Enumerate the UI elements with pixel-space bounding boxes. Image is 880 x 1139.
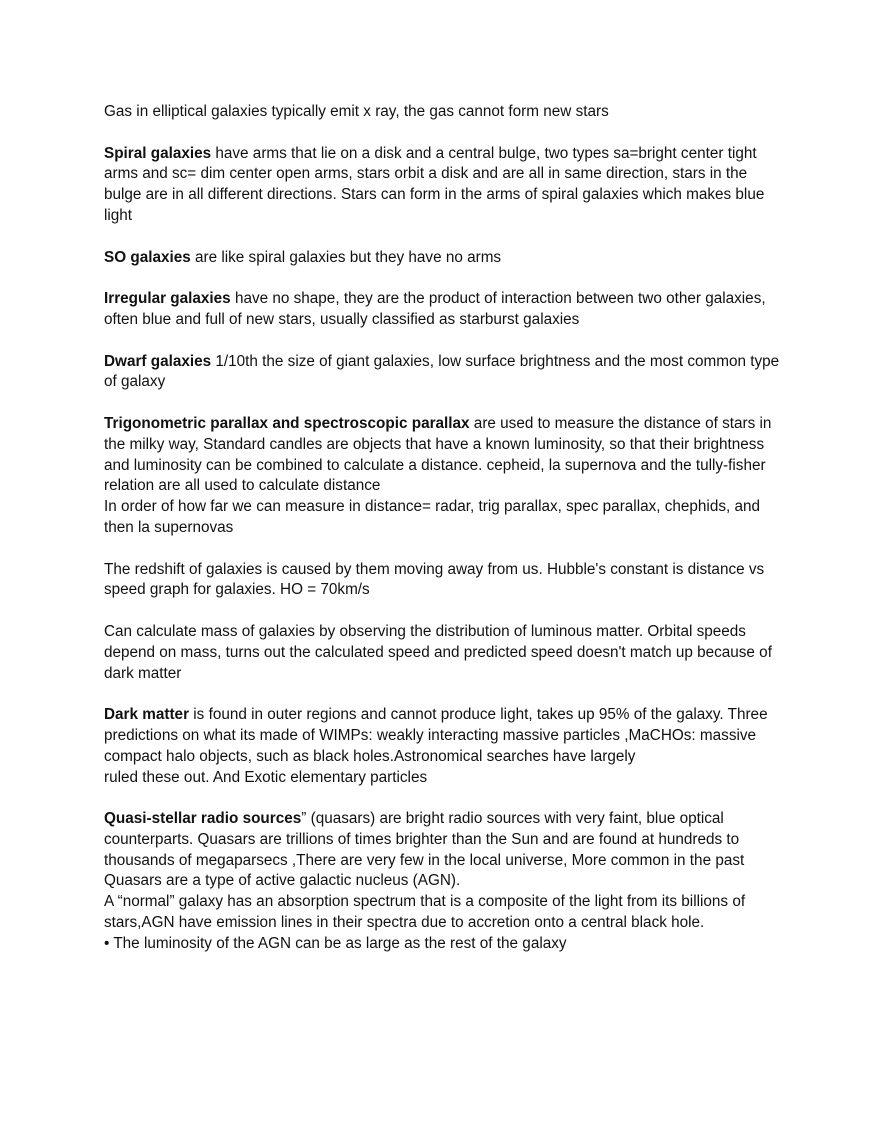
paragraph-bold-term: Quasi-stellar radio sources: [104, 810, 302, 828]
paragraph-dark-matter: [104, 705, 782, 788]
paragraph-text: The redshift of galaxies is caused by them moving away from us. Hubble's constant is distance vs speed graph for galaxies. HO = 70km/s: [104, 560, 765, 599]
paragraph-bold-term: Spiral galaxies: [104, 144, 212, 162]
paragraph-text: have arms that lie on a disk and a central bulge, two types sa=bright center tight arms and sc= dim center open arms, stars orbit a disk and are all in same direction, stars in the bulge are in all different directions. Stars can form in the arms of spiral galaxies which makes blue light: [104, 144, 765, 224]
paragraph-text: ” (quasars) are bright radio sources with very faint, blue optical counterparts. Quasars are trillions of times brighter than the Sun and are found at hundreds to thousands of megaparsecs ,There are very few in the local universe, More common in the past Quasars are a type of active galactic nucleus (AGN). A “normal” galaxy has an absorption spectrum that is a composite of the light from its billions of stars,AGN have emission lines in their spectra due to accretion onto a central black hole. • The luminosity of the AGN can be as large as the rest of the galaxy: [104, 810, 746, 952]
paragraph-bold-term: SO galaxies: [104, 248, 191, 266]
paragraph-irregular-galaxies: [104, 289, 782, 331]
paragraph-parallax: [104, 414, 782, 539]
paragraph-text: are like spiral galaxies but they have no arms: [190, 248, 502, 266]
paragraph-so-galaxies: [104, 248, 782, 269]
paragraph-text: 1/10th the size of giant galaxies, low surface brightness and the most common type of galaxy: [104, 352, 780, 391]
paragraph-text: are used to measure the distance of stars in the milky way, Standard candles are objects that have a known luminosity, so that their brightness and luminosity can be combined to calculate a distance. cepheid, la supernova and the tully-fisher relation are all used to calculate distance In order of how far we can measure in distance= radar, trig parallax, spec parallax, chephids, and then la supernovas: [104, 414, 772, 536]
paragraph-dwarf-galaxies: [104, 352, 782, 394]
paragraph-text: Gas in elliptical galaxies typically emit x ray, the gas cannot form new stars: [104, 103, 609, 120]
paragraph-bold-term: Dwarf galaxies: [104, 352, 212, 370]
paragraph-spiral-galaxies: [104, 144, 782, 227]
paragraph-redshift: [104, 560, 782, 602]
paragraph-text: is found in outer regions and cannot produce light, takes up 95% of the galaxy. Three predictions on what its made of WIMPs: weakly interacting massive particles ,MaCHOs: massive compact halo objects, such as black holes.Astronomical searches have largely ruled these out. And Exotic elementary particles: [104, 706, 768, 786]
paragraph-quasars: [104, 809, 782, 955]
paragraph-bold-term: Dark matter: [104, 706, 190, 724]
paragraph-text: have no shape, they are the product of interaction between two other galaxies, often blue and full of new stars, usually classified as starburst galaxies: [104, 290, 766, 328]
paragraph-bold-term: Irregular galaxies: [104, 290, 231, 308]
paragraph-elliptical-gas: [104, 102, 782, 123]
paragraph-bold-term: Trigonometric parallax and spectroscopic parallax: [104, 414, 470, 432]
paragraph-galaxy-mass: [104, 622, 782, 684]
paragraph-text: Can calculate mass of galaxies by observing the distribution of luminous matter. Orbital speeds depend on mass, turns out the calculated speed and predicted speed doesn't match up because of dark matter: [104, 622, 772, 682]
